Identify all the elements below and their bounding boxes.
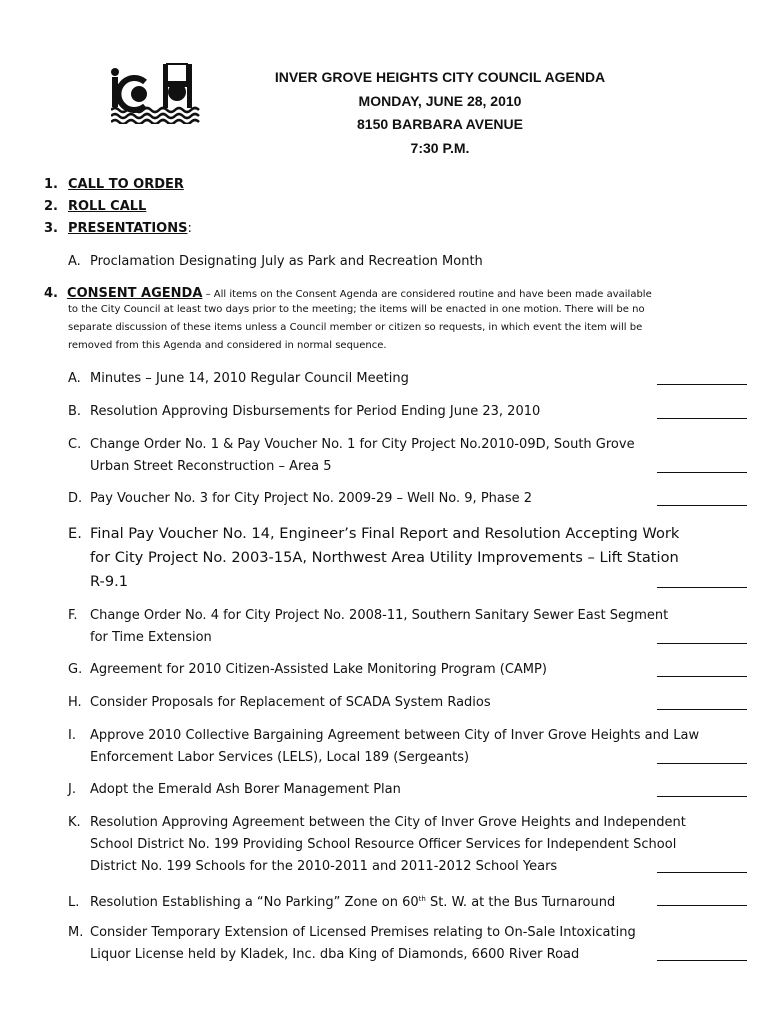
consent-item-l: L. Resolution Establishing a “No Parking” Zone on 60th St. W. at the Bus Turnaround bbox=[68, 895, 616, 910]
blank-line bbox=[657, 384, 747, 385]
city-logo-icon bbox=[111, 62, 203, 124]
blank-line bbox=[657, 960, 747, 961]
blank-line bbox=[657, 418, 747, 419]
presentation-item-a: A. Proclamation Designating July as Park and Recreation Month bbox=[68, 254, 483, 269]
consent-item-b: B. Resolution Approving Disbursements for Period Ending June 23, 2010 bbox=[68, 404, 541, 419]
consent-item-f: F. Change Order No. 4 for City Project No. 2008-11, Southern Sanitary Sewer East Segment for Time Extension bbox=[68, 608, 669, 645]
consent-item-d: D. Pay Voucher No. 3 for City Project No. 2009-29 – Well No. 9, Phase 2 bbox=[68, 491, 533, 506]
section-roll-call: 2. ROLL CALL bbox=[44, 199, 147, 214]
consent-item-c: C. Change Order No. 1 & Pay Voucher No. 1 for City Project No.2010-09D, South Grove Urban Street Reconstruction – Area 5 bbox=[68, 437, 635, 474]
agenda-title: INVER GROVE HEIGHTS CITY COUNCIL AGENDA bbox=[274, 69, 606, 85]
consent-item-a: A. Minutes – June 14, 2010 Regular Council Meeting bbox=[68, 371, 409, 386]
consent-item-h: H. Consider Proposals for Replacement of SCADA System Radios bbox=[68, 695, 491, 710]
section-call-to-order: 1. CALL TO ORDER bbox=[44, 177, 184, 192]
blank-line bbox=[657, 709, 747, 710]
consent-item-g: G. Agreement for 2010 Citizen-Assisted Lake Monitoring Program (CAMP) bbox=[68, 662, 547, 677]
blank-line bbox=[657, 472, 747, 473]
agenda-time: 7:30 P.M. bbox=[410, 139, 470, 156]
blank-line bbox=[657, 587, 747, 588]
blank-line bbox=[657, 872, 747, 873]
consent-item-i: I. Approve 2010 Collective Bargaining Agreement between City of Inver Grove Heights and Law Enforcement Labor Services (LELS), Local 189 (Sergeants) bbox=[68, 728, 700, 765]
agenda-header bbox=[200, 66, 680, 160]
blank-line bbox=[657, 796, 747, 797]
consent-description-line: to the City Council at least two days prior to the meeting; the items will be enacted in one motion. There will be no bbox=[68, 304, 645, 315]
blank-line bbox=[657, 643, 747, 644]
consent-item-e: E. Final Pay Voucher No. 14, Engineer’s Final Report and Resolution Accepting Work for City Project No. 2003-15A, Northwest Area Utility Improvements – Lift Station R-9.1 bbox=[68, 525, 680, 590]
agenda-date: MONDAY, JUNE 28, 2010 bbox=[358, 92, 522, 109]
consent-item-m: M. Consider Temporary Extension of Licensed Premises relating to On-Sale Intoxicating Liquor License held by Kladek, Inc. dba King of Diamonds, 6600 River Road bbox=[68, 925, 636, 962]
blank-line bbox=[657, 676, 747, 677]
consent-item-j: J. Adopt the Emerald Ash Borer Management Plan bbox=[68, 782, 401, 797]
blank-line bbox=[657, 905, 747, 906]
blank-line bbox=[657, 763, 747, 764]
section-consent-agenda bbox=[44, 286, 744, 355]
agenda-address: 8150 BARBARA AVENUE bbox=[357, 116, 523, 132]
consent-description-line: removed from this Agenda and considered in normal sequence. bbox=[68, 340, 387, 351]
consent-item-k: K. Resolution Approving Agreement between the City of Inver Grove Heights and Independent School District No. 199 Providing School Resource Officer Services for Independent School District No. 199 Schools for the 2010-2011 and 2011-2012 School Years bbox=[68, 815, 686, 874]
consent-heading: 4. CONSENT AGENDA – All items on the Consent Agenda are considered routine and have been made available bbox=[44, 286, 652, 301]
blank-line bbox=[657, 505, 747, 506]
section-presentations: 3. PRESENTATIONS: bbox=[44, 221, 192, 236]
consent-description-line: separate discussion of these items unless a Council member or citizen so requests, in which event the item will be bbox=[68, 322, 643, 333]
